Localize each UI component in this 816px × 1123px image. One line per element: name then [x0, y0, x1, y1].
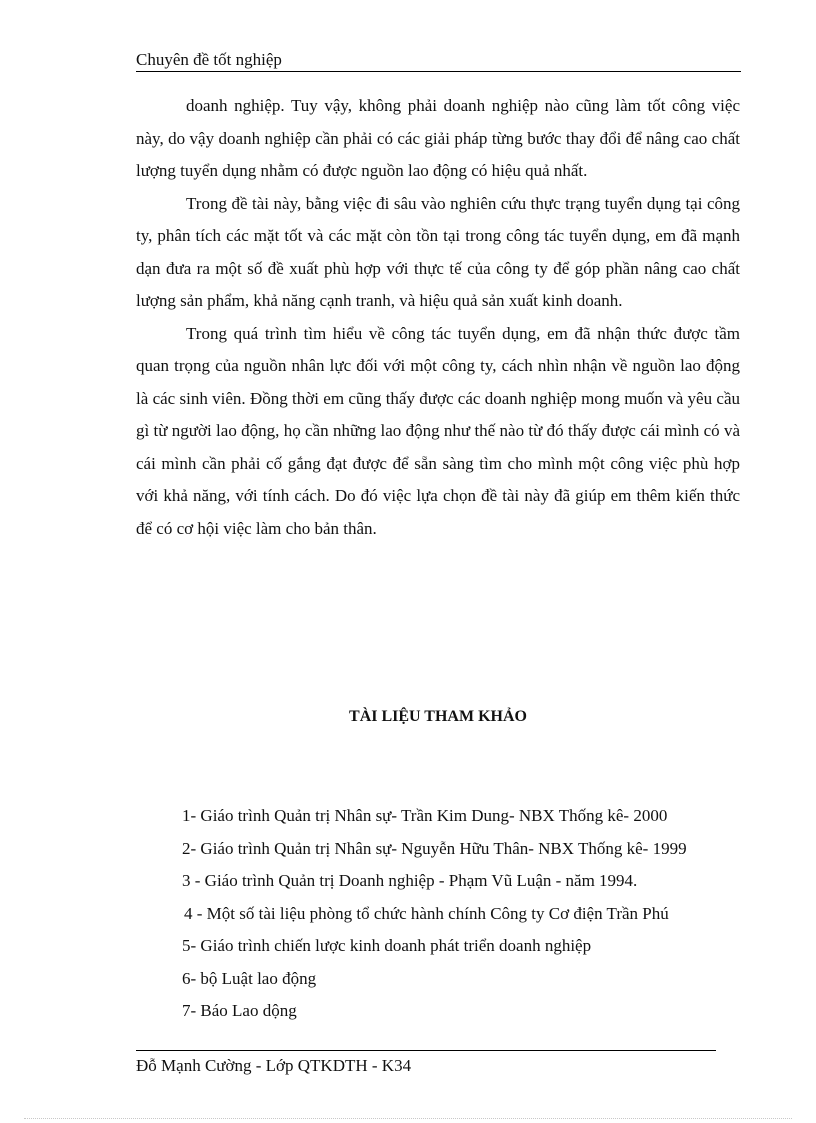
reference-item: 5- Giáo trình chiến lược kinh doanh phát triển doanh nghiệp	[182, 936, 592, 955]
header-title: Chuyên đề tốt nghiệp	[136, 50, 282, 69]
paragraph-3: Trong quá trình tìm hiểu về công tác tuyển dụng, em đã nhận thức được tầm quan trọng của nguồn nhân lực đối với một công ty, cách nhìn nhận về nguồn lao động là các sinh viên. Đồng thời em cũng thấy được các doanh nghiệp mong muốn và yêu cầu gì từ người lao động, họ cần những lao động như thế nào từ đó thấy được cái mình có và cái mình cần phải cố gắng đạt được để sẵn sàng tìm cho mình một công việc phù hợp với khả năng, với tính cách. Do đó việc lựa chọn đề tài này đã giúp em thêm kiến thức để có cơ hội việc làm cho bản thân.	[136, 323, 740, 538]
reference-item: 7- Báo Lao dộng	[182, 1001, 297, 1020]
page-footer	[136, 1050, 716, 1079]
paragraph-1: doanh nghiệp. Tuy vậy, không phải doanh nghiệp nào cũng làm tốt công việc này, do vậy doanh nghiệp cần phải có các giải pháp từng bước thay đổi để nâng cao chất lượng tuyển dụng nhằm có được nguồn lao động có hiệu quả nhất.	[136, 96, 740, 180]
reference-item: 1- Giáo trình Quản trị Nhân sự- Trần Kim Dung- NBX Thống kê- 2000	[182, 806, 668, 825]
page-edge-divider	[24, 1118, 792, 1119]
references-list	[136, 800, 756, 1028]
footer-author: Đỗ Mạnh Cường - Lớp QTKDTH - K34	[136, 1056, 412, 1075]
paragraph-2: Trong đề tài này, bằng việc đi sâu vào nghiên cứu thực trạng tuyển dụng tại công ty, phân tích các mặt tốt và các mặt còn tồn tại trong công tác tuyển dụng, em đã mạnh dạn đưa ra một số đề xuất phù hợp với thực tế của công ty để góp phần nâng cao chất lượng sản phẩm, khả năng cạnh tranh, và hiệu quả sản xuất kinh doanh.	[136, 193, 740, 310]
references-heading: TÀI LIỆU THAM KHẢO	[349, 708, 527, 725]
page-header	[136, 49, 741, 72]
reference-item: 3 - Giáo trình Quản trị Doanh nghiệp - Phạm Vũ Luận - năm 1994.	[182, 871, 638, 890]
body-text	[136, 90, 740, 545]
reference-item: 2- Giáo trình Quản trị Nhân sự- Nguyễn Hữu Thân- NBX Thống kê- 1999	[182, 838, 687, 858]
reference-item: 4 - Một số tài liệu phòng tổ chức hành chính Công ty Cơ điện Trần Phú	[184, 903, 669, 923]
reference-item: 6- bộ Luật lao động	[182, 968, 317, 988]
